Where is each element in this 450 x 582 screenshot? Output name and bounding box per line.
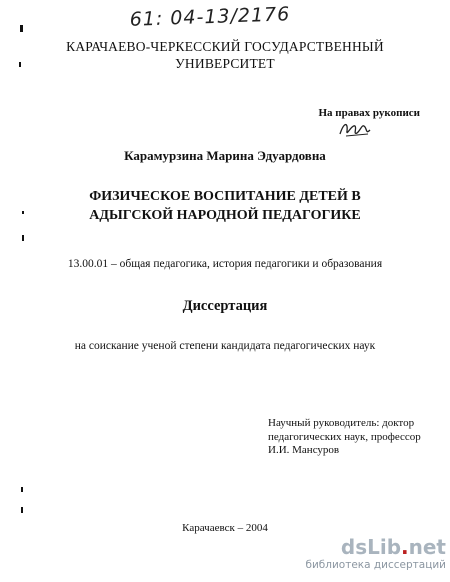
scan-mark (21, 487, 23, 492)
dslib-logo[interactable] (296, 536, 446, 558)
dissertation-title-line-1: ФИЗИЧЕСКОЕ ВОСПИТАНИЕ ДЕТЕЙ В (89, 189, 361, 204)
scan-mark (20, 25, 23, 32)
scan-mark (21, 507, 23, 513)
city-year: Карачаевск – 2004 (182, 522, 268, 534)
supervisor-name: И.И. Мансуров (268, 444, 340, 456)
specialty-code: 13.00.01 – общая педагогика, история педагогики и образования (67, 258, 383, 270)
dslib-watermark[interactable] (296, 536, 446, 572)
university-name (0, 38, 450, 72)
supervisor-block (268, 417, 438, 458)
dslib-caption: библиотека диссертаций (305, 559, 446, 571)
handwritten-catalog-number: 61: 04-13/2176 (129, 3, 291, 31)
scan-mark (22, 235, 24, 241)
author-name: Карамурзина Марина Эдуардовна (124, 148, 326, 163)
university-name-line-1: КАРАЧАЕВО-ЧЕРКЕССКИЙ ГОСУДАРСТВЕННЫЙ (66, 39, 384, 54)
dslib-logo-tld: net (408, 535, 446, 559)
dissertation-title-line-2: АДЫГСКОЙ НАРОДНОЙ ПЕДАГОГИКЕ (89, 208, 361, 223)
dslib-logo-dot: . (401, 535, 409, 559)
supervisor-line-2: педагогических наук, профессор (268, 430, 421, 443)
document-type: Диссертация (182, 298, 268, 314)
dslib-logo-main: dsLib (340, 535, 402, 559)
scan-mark (22, 211, 24, 214)
supervisor-line-1: Научный руководитель: доктор (268, 417, 415, 429)
signature-icon (338, 118, 372, 140)
university-name-line-2: УНИВЕРСИТЕТ (175, 56, 275, 71)
dissertation-title (60, 187, 390, 225)
manuscript-rights-note: На правах рукописи (318, 107, 420, 119)
degree-purpose: на соискание ученой степени кандидата педагогических наук (74, 340, 376, 352)
